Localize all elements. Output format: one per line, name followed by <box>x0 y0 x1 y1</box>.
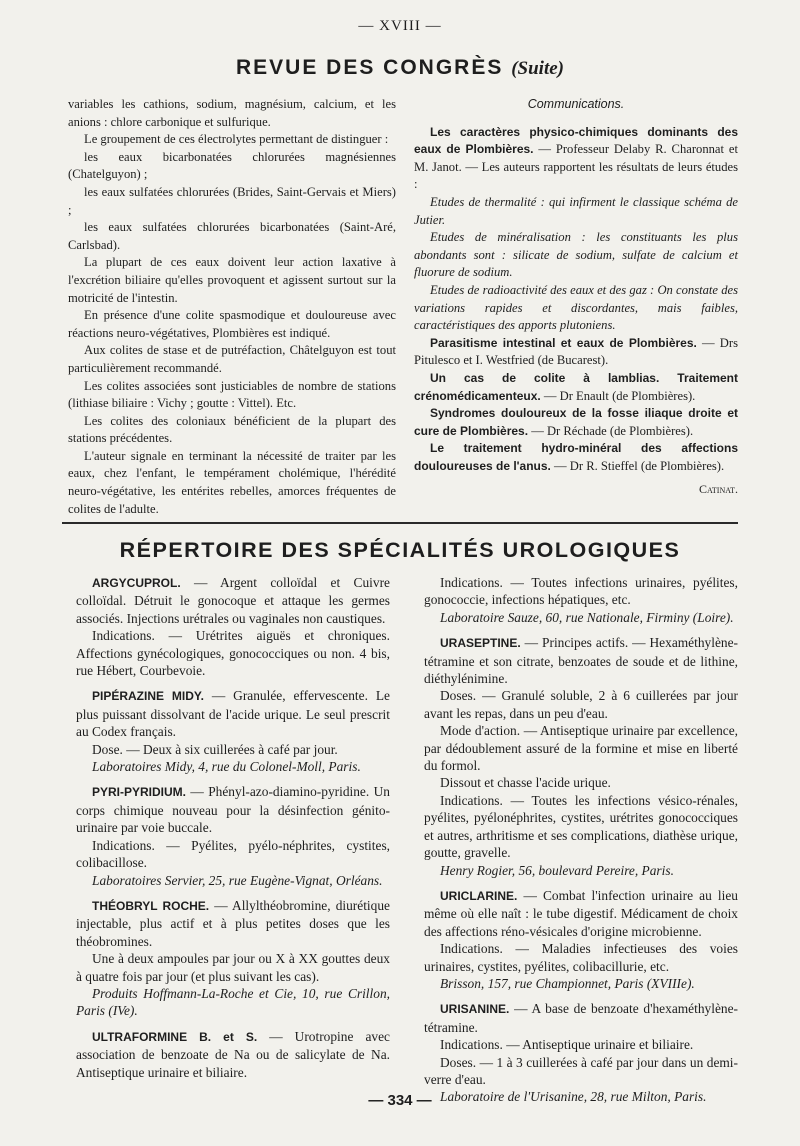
section-title-suffix: (Suite) <box>511 58 564 79</box>
specialty-entry-theobryl <box>76 897 390 1020</box>
specialty-laboratory: Laboratoire Sauze, 60, rue Nationale, Firminy (Loire). <box>440 609 734 625</box>
repertoire-left-column <box>76 574 390 1089</box>
section-divider <box>62 522 738 524</box>
specialty-name: URISANINE. <box>440 1002 510 1017</box>
specialty-entry-ultraformine-cont <box>424 574 738 626</box>
specialty-entry-pyri-pyridium <box>76 783 390 888</box>
top-left-column <box>68 96 396 518</box>
paragraph: L'auteur signale en terminant la nécessité de traiter par les eaux, chez l'enfant, le tempérament cholémique, l'hérédité neuro-végétative, les entérites rebelles, amorces fréquentes de colites de l'adulte. <box>68 448 396 516</box>
paragraph: Etudes de radioactivité des eaux et des gaz : On constate des variations rapides et discordantes, mais faibles, caractéristiques des apports plutoniens. <box>414 282 738 333</box>
paragraph: Le groupement de ces électrolytes permettant de distinguer : <box>84 132 389 147</box>
specialty-mode-of-action: Mode d'action. — Antiseptique urinaire par excellence, par dédoublement assuré de la formine et mise en liberté du formol. <box>424 723 738 774</box>
communication-authors: — Dr R. Stieffel (de Plombières). <box>554 458 725 473</box>
specialty-indications: Indications. — Maladies infectieuses des voies urinaires, cystites, pyélites, colibacillurie, etc. <box>424 941 738 974</box>
specialty-name: THÉOBRYL ROCHE. <box>92 898 210 913</box>
specialty-description: — Combat l'infection urinaire au lieu même où elle naît : le tube digestif. Médicament de choix des affections réno-vésicales d'origine microbienne. <box>424 887 738 939</box>
specialty-description: — Principes actifs. — Hexaméthylène-tétramine et son citrate, benzoates de soude et de lithine, diéthylénimine. <box>424 635 738 687</box>
specialty-description: — Urotropine avec association de benzoate de Na ou de salicylate de Na. Antiseptique urinaire et biliaire. <box>76 1028 390 1080</box>
specialty-indications: Indications. — Toutes les infections vésico-rénales, pyélites, pyélonéphrites, cystites, urétrites gonococciques et autres, arthritisme et ses complications, diathèse urique, goutte, gravelle. <box>424 792 738 861</box>
specialty-laboratory: Produits Hoffmann-La-Roche et Cie, 10, rue Crillon, Paris (IVe). <box>76 985 390 1019</box>
specialty-indications: Indications. — Toutes infections urinaires, pyélites, gonococcie, infections hépatiques, etc. <box>424 575 738 608</box>
specialty-entry-uriclarine <box>424 887 738 992</box>
specialty-laboratory: Laboratoire de l'Urisanine, 28, rue Milton, Paris. <box>440 1089 707 1105</box>
section-title-text: REVUE DES CONGRÈS <box>235 56 504 79</box>
specialty-entry-ultraformine <box>76 1028 390 1081</box>
specialty-entry-urisanine <box>424 1000 738 1105</box>
specialty-name: URASEPTINE. <box>440 636 521 651</box>
specialty-name: PYRI-PYRIDIUM. <box>92 785 187 800</box>
specialty-entry-argycuprol <box>76 574 390 679</box>
specialty-laboratory: Laboratoires Midy, 4, rue du Colonel-Moll, Paris. <box>92 759 361 775</box>
paragraph: les eaux sulfatées chlorurées bicarbonatées (Saint-Aré, Carlsbad). <box>68 220 396 252</box>
paragraph: La plupart de ces eaux doivent leur action laxative à l'excrétion biliaire qu'elles provoquent et agissent surtout sur la motricité de l'intestin. <box>68 255 396 305</box>
specialty-indications: Indications. — Urétrites aiguës et chroniques. Affections gynécologiques, gonococciques ou non. 4 bis, rue Hébert, Courbevoie. <box>76 628 390 679</box>
paragraph: En présence d'une colite spasmodique et douloureuse avec réactions neuro-végétatives, Plombières est indiqué. <box>68 308 396 340</box>
paragraph: variables les cathions, sodium, magnésium, calcium, et les anions : chlore carbonique et sulfurique. <box>68 97 396 129</box>
specialty-indications: Indications. — Antiseptique urinaire et biliaire. <box>440 1037 694 1053</box>
communication-title: Les caractères physico-chimiques dominants des eaux de Plombières. <box>414 124 738 157</box>
specialty-dose: Une à deux ampoules par jour ou X à XX gouttes deux à quatre fois par jour (et plus suivant les cas). <box>76 951 390 984</box>
specialty-dose: Doses. — 1 à 3 cuillerées à café par jour dans un demi-verre d'eau. <box>424 1054 738 1087</box>
communication-authors: — Dr Enault (de Plombières). <box>543 388 696 403</box>
communication-authors: — Dr Réchade (de Plombières). <box>531 423 694 438</box>
paragraph: les eaux sulfatées chlorurées (Brides, Saint-Gervais et Miers) ; <box>68 184 396 217</box>
specialty-laboratory: Laboratoires Servier, 25, rue Eugène-Vignat, Orléans. <box>92 872 383 888</box>
specialty-laboratory: Brisson, 157, rue Championnet, Paris (XVIIIe). <box>440 975 695 991</box>
paragraph: Les colites associées sont justiciables de nombre de stations (lithiase biliaire : Vichy ; goutte : Vittel). Etc. <box>68 378 396 411</box>
top-right-column <box>414 96 738 499</box>
specialty-indications: Indications. — Pyélites, pyélo-néphrites, cystites, colibacillose. <box>76 837 390 871</box>
specialty-dose: Doses. — Granulé soluble, 2 à 6 cuillerées par jour avant les repas, dans un peu d'eau. <box>424 688 738 721</box>
specialty-description: — Phényl-azo-diamino-pyridine. Un corps chimique nouveau pour la désinfection génito-urinaire par voie buccale. <box>76 784 390 836</box>
repertoire-right-column <box>424 574 738 1114</box>
paragraph: Les colites des coloniaux bénéficient de la plupart des stations précédentes. <box>68 413 396 446</box>
specialty-name: ARGYCUPROL. <box>92 576 181 590</box>
specialty-entry-piperazine <box>76 687 390 775</box>
paragraph: Etudes de minéralisation : les constituants les plus abondants sont : silicate de sodium, sulfate de calcium et fluorure de sodium. <box>414 230 738 280</box>
author-signature: Catinat. <box>699 482 738 497</box>
specialty-name: URICLARINE. <box>440 888 518 903</box>
communication-authors: — Drs Pitulesco et I. Westfried (de Bucarest). <box>414 335 738 368</box>
communication-authors: — Professeur Delaby R. Charonnat et M. Janot. — Les auteurs rapportent les résultats de leurs études : <box>414 142 738 192</box>
specialty-dose: Dose. — Deux à six cuillerées à café par jour. <box>92 741 338 757</box>
communications-heading: Communications. <box>527 97 625 111</box>
specialty-description: — Granulée, effervescente. Le plus puissant dissolvant de l'acide urique. Le seul prescrit au Codex français. <box>76 688 390 740</box>
paragraph: Aux colites de stase et de putréfaction, Châtelguyon est tout particulièrement recommandé. <box>68 343 396 375</box>
communication-title: Un cas de colite à lamblias. Traitement crénomédicamenteux. <box>414 370 738 403</box>
paragraph: les eaux bicarbonatées chlorurées magnésiennes (Chatelguyon) ; <box>68 149 396 182</box>
communication-title: Parasitisme intestinal et eaux de Plombières. <box>430 335 697 350</box>
specialty-name: ULTRAFORMINE B. et S. <box>92 1029 258 1044</box>
specialty-laboratory: Henry Rogier, 56, boulevard Pereire, Paris. <box>440 862 674 878</box>
specialty-note: Dissout et chasse l'acide urique. <box>440 775 611 791</box>
repertoire-title: RÉPERTOIRE DES SPÉCIALITÉS UROLOGIQUES <box>119 538 681 562</box>
specialty-name: PIPÉRAZINE MIDY. <box>92 689 204 704</box>
communication-title: Le traitement hydro-minéral des affections douloureuses de l'anus. <box>414 441 738 473</box>
paragraph: Etudes de thermalité : qui infirment le classique schéma de Jutier. <box>414 194 738 227</box>
specialty-description: — A base de benzoate d'hexaméthylène-tétramine. <box>424 1001 738 1035</box>
page-number: — 334 — <box>368 1092 432 1109</box>
specialty-entry-uraseptine <box>424 634 738 879</box>
section-title <box>0 56 800 80</box>
roman-page-number: — XVIII — <box>358 18 442 34</box>
communication-title: Syndromes douloureux de la fosse iliaque droite et cure de Plombières. <box>414 406 738 438</box>
specialty-description: — Argent colloïdal et Cuivre colloïdal. Détruit le gonocoque et attaque les germes associés. Injections urétrales ou vaginales non caustiques. <box>76 575 390 626</box>
specialty-description: — Allylthéobromine, diurétique injectable, plus actif et à plus petites doses que les théobromines. <box>76 897 390 949</box>
